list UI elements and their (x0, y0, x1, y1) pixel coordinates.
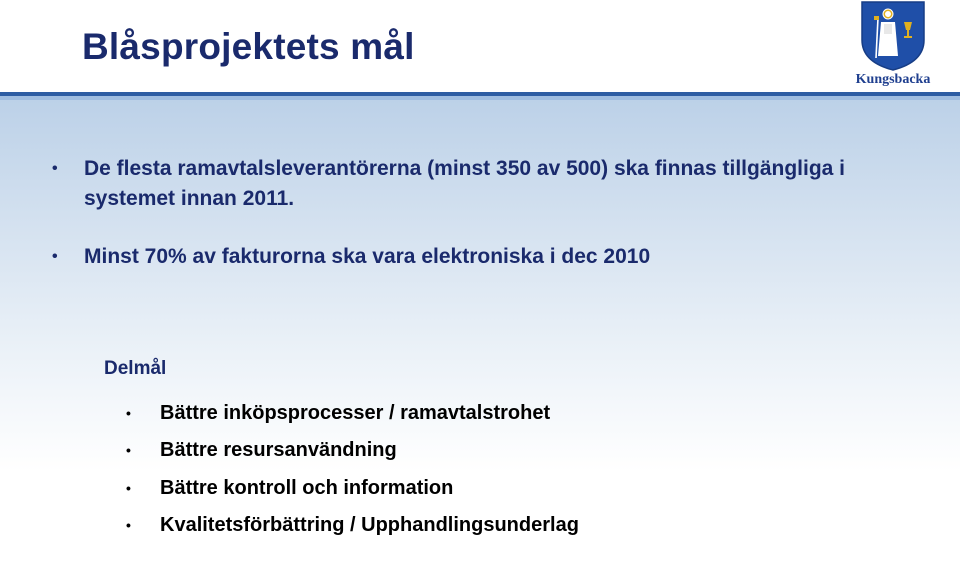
sub-bullet-item (126, 437, 860, 463)
bullet-item (52, 154, 884, 214)
kungsbacka-logo (848, 0, 938, 92)
sub-bullet-text: Bättre inköpsprocesser / ramavtalstrohet (160, 402, 551, 424)
sub-bullet-item (126, 475, 860, 501)
bullet-text: De flesta ramavtalsleverantörerna (minst 350 av 500) ska finnas tillgängliga i systemet innan 2011. (84, 157, 845, 210)
bullet-item (52, 242, 884, 272)
logo-text: Kungsbacka (855, 72, 931, 87)
bullet-glyph: • (126, 517, 131, 533)
sub-bullet-text: Bättre kontroll och information (160, 477, 454, 499)
sub-bullet-item (126, 400, 860, 426)
page-title: Blåsprojektets mål (82, 26, 415, 67)
bullet-glyph: • (52, 248, 58, 265)
sub-bullet-item (126, 512, 860, 538)
content-area (0, 100, 960, 565)
kungsbacka-coat-of-arms-icon (848, 0, 938, 72)
bullet-glyph: • (52, 160, 58, 177)
sub-bullet-text: Bättre resursanvändning (160, 439, 397, 461)
bullet-glyph: • (126, 405, 131, 421)
sub-bullet-text: Kvalitetsförbättring / Upphandlingsunderlag (160, 514, 579, 536)
sub-heading: Delmål (104, 358, 167, 379)
bullet-text: Minst 70% av fakturorna ska vara elektroniska i dec 2010 (84, 245, 651, 268)
bullet-glyph: • (126, 480, 131, 496)
bullet-glyph: • (126, 442, 131, 458)
